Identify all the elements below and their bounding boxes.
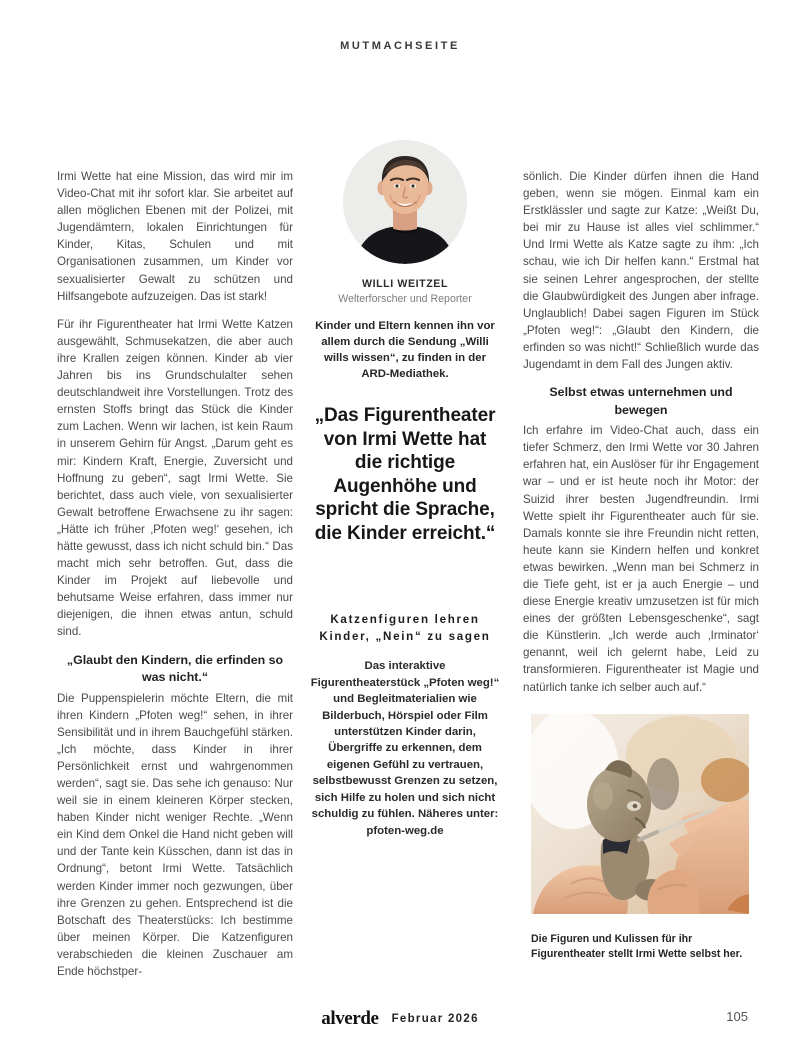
portrait-illustration: [343, 140, 467, 264]
footer-center: [0, 1008, 800, 1030]
right-text-column: [523, 168, 759, 696]
magazine-logo: alverde: [321, 1008, 379, 1029]
person-name: WILLI WEITZEL: [361, 278, 449, 290]
page-footer: [0, 1008, 800, 1028]
paragraph: sönlich. Die Kinder dürfen ihnen die Hand geben, wenn sie mögen. Einmal kam ein Erstklässler und sagte zur Katze: „Weißt Du, bei mir zu Hause ist alles viel schlimmer.“ Und Irmi Wette als Katze sagte zu ihm: „Ich schau, wie ich Dir helfen kann.“ Erstmal hat sie seinen Lehrer angesprochen, der stellte die Glaubwürdigkeit des Jungen aber infrage. Unglaublich! Dabei sagen Figuren im Stück „Pfoten weg!“: „Glaubt den Kindern, die erfinden so was nicht!“ Schließlich wurde das Jugendamt in dem Fall des Jungen aktiv.: [523, 170, 759, 372]
issue-date: Februar 2026: [391, 1013, 479, 1025]
page-number: 105: [726, 1009, 748, 1024]
avatar: [343, 140, 467, 264]
left-subheading: „Glaubt den Kindern, die erfinden so was nicht.“: [66, 652, 284, 685]
left-text-column: [57, 168, 293, 980]
info-box-body: [310, 658, 500, 839]
center-column: [310, 140, 500, 840]
info-box-heading: Katzenfiguren lehren Kinder, „Nein“ zu sagen: [319, 613, 491, 644]
paragraph: Die Puppenspielerin möchte Eltern, die mit ihren Kindern „Pfoten weg!“ sehen, in ihrer Sensibilität und in ihrem Bauchgefühl stärken. „Ich möchte, dass Kinder in ihrer Persönlichkeit ernst und wahrgenommen werden“, sagt sie. Das sehe ich genauso: Nur weil sie in einem kleineren Körper stecken, haben Kinder nicht weniger Rechte. „Wenn ein Kind dem Onkel die Hand nicht geben will und der Tante kein Küsschen, dann ist das in Ordnung“, betont Irmi Wette. Tatsächlich werden Kinder immer noch gezwungen, über ihre Grenzen zu gehen. Entsprechend ist die Botschaft des Theaterstücks: Ich bestimme über meinen Körper. Die Katzenfiguren verabschieden die kleinen Zuschauer am Ende höchstper-: [57, 691, 293, 979]
info-box-url[interactable]: pfoten-weg.de: [366, 825, 444, 838]
running-head: MUTMACHSEITE: [340, 40, 460, 52]
paragraph: Irmi Wette hat eine Mission, das wird mir im Video-Chat mit ihr sofort klar. Sie arbeitet auf allen möglichen Ebenen mit der Polizei, mit Jugendämtern, lokalen Einrichtungen für Kinder, Kitas, Schulen und mit Organisationen zusammen, um Kinder vor sexualisierter Gewalt zu schützen und Hilfsangebote aufzuzeigen. Das ist stark!: [57, 170, 293, 303]
person-role: Welterforscher und Reporter: [338, 293, 472, 305]
person-blurb: Kinder und Eltern kennen ihn vor allem durch die Sendung „Willi wills wissen“, zu finden in der ARD-Mediathek.: [315, 319, 495, 381]
photo-caption: Die Figuren und Kulissen für ihr Figurentheater stellt Irmi Wette selbst her.: [531, 933, 743, 960]
paragraph: Für ihr Figurentheater hat Irmi Wette Katzen ausgewählt, Schmusekatzen, die aber auch ihre Krallen zeigen können. Kinder ab vier Jahren bis ins Grundschulalter sehen deutschlandweit ihre Vorstellungen. Trotz des ernsten Stoffs bringt das Stück die Kinder zum Lachen. Wenn wir lachen, ist kein Raum in unserem Gehirn für Angst. „Darum geht es mir: Kindern Kraft, Energie, Zuversicht und Hoffnung zu geben“, sagt Irmi Wette. Sie berichtet, dass auch viele, von sexualisierter Gewalt betroffene Erwachsene zu ihr sagen: „Hätte ich früher ‚Pfoten weg!‘ gesehen, ich hätte gewusst, dass ich nicht schuld bin.“ Das macht mich sehr betroffen. Gut, dass die Kinder im Projekt auf liebevolle und behutsame Weise erfahren, dass immer nur diejenigen, die ihnen etwas antun, schuld sind.: [57, 317, 293, 639]
pull-quote: „Das Figurentheater von Irmi Wette hat die richtige Augenhöhe und spricht die Sprache, die Kinder erreicht.“: [314, 405, 496, 544]
paragraph: Ich erfahre im Video-Chat auch, dass ein tiefer Schmerz, den Irmi Wette vor 30 Jahren erfahren hat, ein Auslöser für ihr Engagement war – und er ist heute noch ihr Motor: der Suizid ihrer besten Jugendfreundin. Irmi Wette spielt ihr Figurentheater auch für sie. Damals konnte sie ihre Freundin nicht retten, heute kann sie Kindern helfen und konkret etwas bewirken. „Wenn man bei Schmerz in die Tiefe geht, ist er ja auch Energie – und diese Energie kreativ umzusetzen ist für mich eines der größten Lebensgeschenke“, sagt die Künstlerin. „Ich werde auch ‚Irminator‘ genannt, weil ich gelernt habe, Leid zu transformieren. Figurentheater ist Magie und natürlich tanke ich selber auch auf.“: [523, 424, 759, 694]
right-subheading: Selbst etwas unternehmen und bewegen: [549, 385, 733, 417]
photo-illustration: [531, 714, 749, 914]
puppet-making-photo: [531, 714, 749, 914]
info-box-text: Das interaktive Figurentheaterstück „Pfoten weg!“ und Begleitmaterialien wie Bilderbuch, Hörspiel oder Film unterstützen Kinder darin, Übergriffe zu erkennen, dem eigenen Gefühl zu vertrauen, selbstbewusst Grenzen zu setzen, sich Hilfe zu holen und sich nicht schuldig zu fühlen. Näheres unter:: [310, 660, 500, 820]
